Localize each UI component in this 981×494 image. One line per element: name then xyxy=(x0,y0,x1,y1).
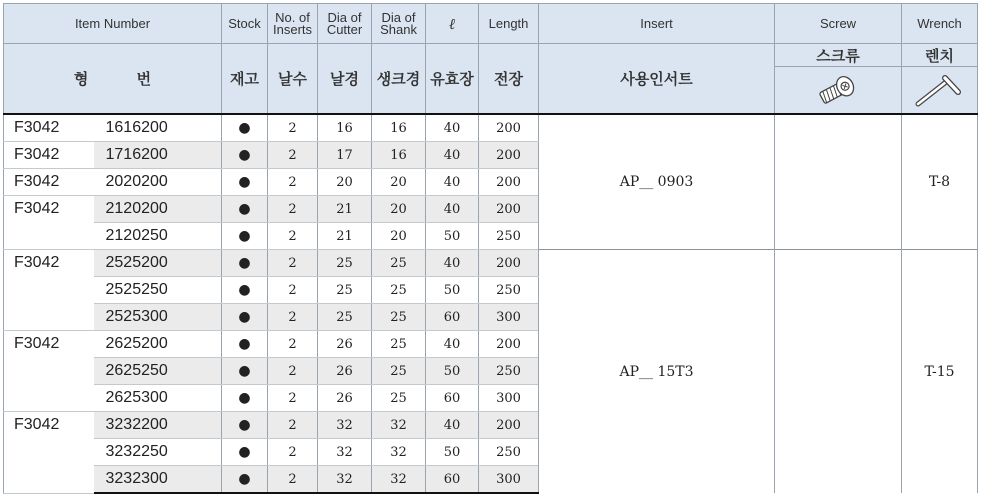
inserts-cell: 2 xyxy=(268,358,318,385)
effective-length-cell: 60 xyxy=(426,385,479,412)
header-wrench: Wrench xyxy=(902,4,978,44)
header-screw: Screw xyxy=(775,4,902,44)
item-number-suffix: 3232250 xyxy=(94,439,222,466)
header-kor-stock: 재고 xyxy=(222,44,268,115)
dia-cutter-cell: 25 xyxy=(318,250,372,277)
header-item-number: Item Number xyxy=(4,4,222,44)
stock-mark: ● xyxy=(222,169,268,196)
stock-mark: ● xyxy=(222,250,268,277)
dia-cutter-cell: 32 xyxy=(318,466,372,494)
length-cell: 250 xyxy=(479,277,539,304)
stock-mark: ● xyxy=(222,439,268,466)
stock-mark: ● xyxy=(222,196,268,223)
header-dia-shank xyxy=(372,4,426,44)
item-number-suffix: 2625300 xyxy=(94,385,222,412)
item-number-suffix: 3232200 xyxy=(94,412,222,439)
tool-spec-table xyxy=(3,3,978,494)
item-prefix xyxy=(4,358,94,385)
length-cell: 300 xyxy=(479,466,539,494)
effective-length-cell: 40 xyxy=(426,196,479,223)
wrench-cell: T-15 xyxy=(902,250,978,494)
dia-cutter-cell: 32 xyxy=(318,439,372,466)
item-prefix xyxy=(4,304,94,331)
length-cell: 200 xyxy=(479,412,539,439)
length-cell: 200 xyxy=(479,169,539,196)
item-number-suffix: 2525300 xyxy=(94,304,222,331)
header-kor-wrench: 렌치 xyxy=(902,44,978,67)
table-row xyxy=(4,250,978,277)
header-dia-cutter xyxy=(318,4,372,44)
stock-mark: ● xyxy=(222,277,268,304)
header-kor-dia-shank: 생크경 xyxy=(372,44,426,115)
header-kor-item-number-label: 형 번 xyxy=(73,71,174,88)
dia-shank-cell: 32 xyxy=(372,466,426,494)
length-cell: 300 xyxy=(479,385,539,412)
header-inserts-line1: No. of xyxy=(275,9,310,25)
header-kor-inserts: 날수 xyxy=(268,44,318,115)
dia-shank-cell: 32 xyxy=(372,439,426,466)
dia-cutter-cell: 25 xyxy=(318,277,372,304)
header-stock: Stock xyxy=(222,4,268,44)
stock-mark: ● xyxy=(222,304,268,331)
item-prefix: F3042 xyxy=(4,114,94,142)
dia-shank-cell: 25 xyxy=(372,385,426,412)
effective-length-cell: 50 xyxy=(426,277,479,304)
stock-mark: ● xyxy=(222,358,268,385)
dia-shank-cell: 16 xyxy=(372,114,426,142)
dia-cutter-cell: 17 xyxy=(318,142,372,169)
item-prefix: F3042 xyxy=(4,169,94,196)
header-kor-effective-length: 유효장 xyxy=(426,44,479,115)
item-prefix xyxy=(4,385,94,412)
dia-shank-cell: 20 xyxy=(372,196,426,223)
length-cell: 200 xyxy=(479,114,539,142)
stock-mark: ● xyxy=(222,223,268,250)
screw-cell xyxy=(775,250,902,494)
item-prefix: F3042 xyxy=(4,412,94,439)
inserts-cell: 2 xyxy=(268,466,318,494)
item-number-suffix: 1716200 xyxy=(94,142,222,169)
effective-length-cell: 40 xyxy=(426,331,479,358)
inserts-cell: 2 xyxy=(268,304,318,331)
inserts-cell: 2 xyxy=(268,114,318,142)
effective-length-cell: 40 xyxy=(426,142,479,169)
length-cell: 200 xyxy=(479,331,539,358)
length-cell: 250 xyxy=(479,358,539,385)
stock-mark: ● xyxy=(222,412,268,439)
effective-length-cell: 50 xyxy=(426,358,479,385)
header-inserts-line2: Inserts xyxy=(273,21,313,37)
inserts-cell: 2 xyxy=(268,385,318,412)
item-prefix: F3042 xyxy=(4,331,94,358)
dia-shank-cell: 32 xyxy=(372,412,426,439)
item-prefix: F3042 xyxy=(4,142,94,169)
stock-mark: ● xyxy=(222,331,268,358)
header-row-korean xyxy=(4,44,978,67)
header-dia-cutter-line1: Dia of xyxy=(327,9,362,25)
item-number-suffix: 2020200 xyxy=(94,169,222,196)
dia-cutter-cell: 21 xyxy=(318,223,372,250)
header-insert: Insert xyxy=(539,4,775,44)
header-wrench-icon-cell xyxy=(902,67,978,115)
dia-shank-cell: 25 xyxy=(372,277,426,304)
dia-cutter-cell: 26 xyxy=(318,331,372,358)
inserts-cell: 2 xyxy=(268,196,318,223)
length-cell: 250 xyxy=(479,439,539,466)
length-cell: 250 xyxy=(479,223,539,250)
inserts-cell: 2 xyxy=(268,223,318,250)
stock-mark: ● xyxy=(222,142,268,169)
dia-cutter-cell: 25 xyxy=(318,304,372,331)
inserts-cell: 2 xyxy=(268,142,318,169)
header-screw-icon-cell xyxy=(775,67,902,115)
dia-shank-cell: 20 xyxy=(372,223,426,250)
wrench-icon xyxy=(912,70,968,110)
dia-shank-cell: 25 xyxy=(372,304,426,331)
dia-shank-cell: 20 xyxy=(372,169,426,196)
header-kor-insert: 사용인서트 xyxy=(539,44,775,115)
item-prefix xyxy=(4,277,94,304)
header-kor-item-number xyxy=(4,44,222,115)
dia-cutter-cell: 26 xyxy=(318,358,372,385)
insert-cell: AP__ 0903 xyxy=(539,114,775,250)
inserts-cell: 2 xyxy=(268,169,318,196)
wrench-cell: T-8 xyxy=(902,114,978,250)
header-inserts xyxy=(268,4,318,44)
dia-shank-cell: 16 xyxy=(372,142,426,169)
effective-length-cell: 40 xyxy=(426,114,479,142)
effective-length-cell: 40 xyxy=(426,412,479,439)
dia-cutter-cell: 20 xyxy=(318,169,372,196)
item-prefix xyxy=(4,439,94,466)
header-kor-screw: 스크류 xyxy=(775,44,902,67)
effective-length-cell: 40 xyxy=(426,169,479,196)
dia-cutter-cell: 21 xyxy=(318,196,372,223)
effective-length-cell: 60 xyxy=(426,304,479,331)
stock-mark: ● xyxy=(222,385,268,412)
dia-shank-cell: 25 xyxy=(372,250,426,277)
header-effective-length: ℓ xyxy=(426,4,479,44)
inserts-cell: 2 xyxy=(268,412,318,439)
inserts-cell: 2 xyxy=(268,331,318,358)
dia-cutter-cell: 26 xyxy=(318,385,372,412)
length-cell: 300 xyxy=(479,304,539,331)
item-number-suffix: 2120200 xyxy=(94,196,222,223)
item-prefix: F3042 xyxy=(4,250,94,277)
header-dia-cutter-line2: Cutter xyxy=(326,21,363,37)
dia-cutter-cell: 16 xyxy=(318,114,372,142)
header-length: Length xyxy=(479,4,539,44)
header-dia-shank-line2: Shank xyxy=(380,21,417,37)
table-row xyxy=(4,114,978,142)
header-kor-dia-cutter: 날경 xyxy=(318,44,372,115)
stock-mark: ● xyxy=(222,466,268,494)
screw-icon xyxy=(814,70,862,110)
item-number-suffix: 2525200 xyxy=(94,250,222,277)
item-number-suffix: 3232300 xyxy=(94,466,222,494)
length-cell: 200 xyxy=(479,250,539,277)
length-cell: 200 xyxy=(479,142,539,169)
effective-length-cell: 50 xyxy=(426,439,479,466)
length-cell: 200 xyxy=(479,196,539,223)
item-number-suffix: 2120250 xyxy=(94,223,222,250)
inserts-cell: 2 xyxy=(268,250,318,277)
dia-cutter-cell: 32 xyxy=(318,412,372,439)
item-number-suffix: 2625200 xyxy=(94,331,222,358)
item-prefix: F3042 xyxy=(4,196,94,223)
insert-cell: AP__ 15T3 xyxy=(539,250,775,494)
item-number-suffix: 2625250 xyxy=(94,358,222,385)
effective-length-cell: 40 xyxy=(426,250,479,277)
effective-length-cell: 60 xyxy=(426,466,479,494)
inserts-cell: 2 xyxy=(268,277,318,304)
dia-shank-cell: 25 xyxy=(372,358,426,385)
header-kor-length: 전장 xyxy=(479,44,539,115)
effective-length-cell: 50 xyxy=(426,223,479,250)
inserts-cell: 2 xyxy=(268,439,318,466)
item-prefix xyxy=(4,466,94,494)
header-row-english xyxy=(4,4,978,44)
dia-shank-cell: 25 xyxy=(372,331,426,358)
stock-mark: ● xyxy=(222,114,268,142)
header-dia-shank-line1: Dia of xyxy=(381,9,416,25)
screw-cell xyxy=(775,114,902,250)
item-prefix xyxy=(4,223,94,250)
item-number-suffix: 2525250 xyxy=(94,277,222,304)
item-number-suffix: 1616200 xyxy=(94,114,222,142)
